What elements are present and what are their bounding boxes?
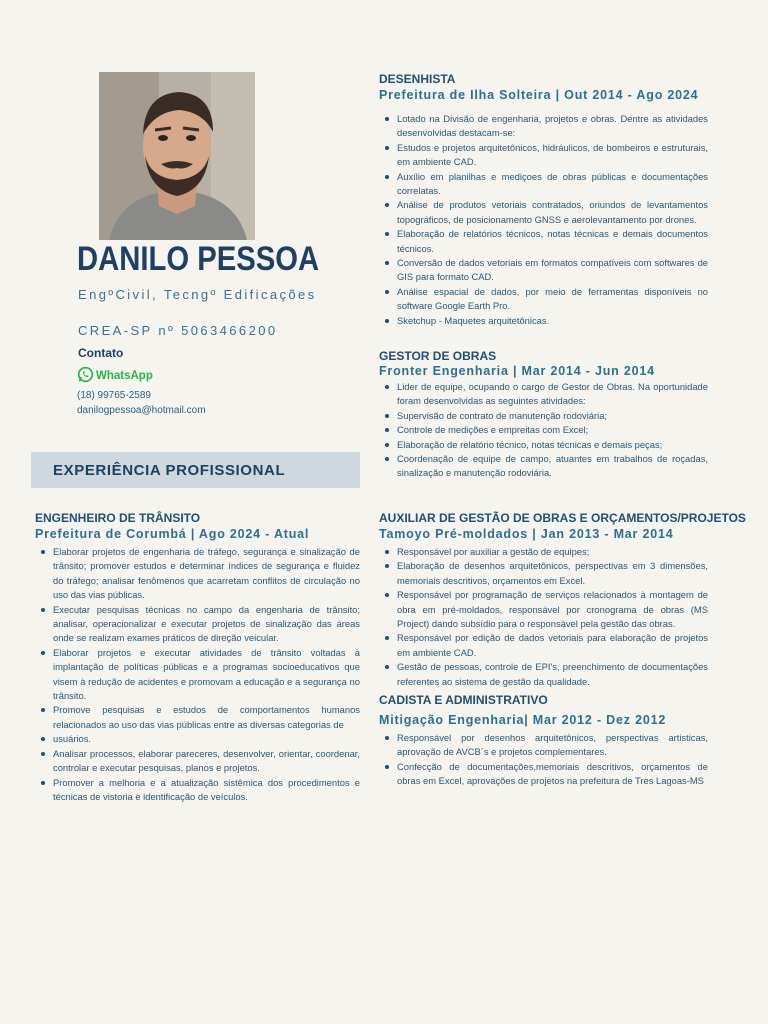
job-title: ENGENHEIRO DE TRÂNSITO [35,511,201,525]
job-company: Prefeitura de Corumbá | Ago 2024 - Atual [35,527,310,541]
list-item: Lotado na Divisão de engenharia, projetos e obras. Dentre as atividades desenvolvidas destacam-se: [379,112,708,141]
section-heading-experience [31,452,360,488]
job-title: AUXILIAR DE GESTÃO DE OBRAS E ORÇAMENTOS/PROJETOS [379,511,746,525]
person-name: DANILO PESSOA [77,240,320,278]
list-item: Elaborar projetos de engenharia de tráfego, segurança e sinalização de trânsito; promover estudos e determinar índices de segurança e fluidez do tráfego; analisar fenômenos que acarretam conflitos de circulação no uso das vias públicas. [35,545,360,603]
list-item: Auxílio em planilhas e mediçoes de obras públicas e documentações correlatas. [379,170,708,199]
job-company: Mitigação Engenharia| Mar 2012 - Dez 2012 [379,713,667,727]
person-subtitle: EngºCivil, Tecngº Edificações [78,287,317,302]
list-item: Estudos e projetos arquitetônicos, hidráulicos, de bombeiros e estruturais, em ambiente CAD. [379,141,708,170]
job-entry-engenheiro-de-transito [35,511,360,804]
list-item: Análise espacial de dados, por meio de ferramentas disponíveis no software Google Earth Pro. [379,285,708,314]
job-entry-gestor-de-obras [379,349,708,481]
phone-number: (18) 99765-2589 [77,390,151,401]
list-item: Responsável por auxiliar a gestão de equipes; [379,545,708,559]
list-item: Promover a melhoria e a atualização sistêmica dos procedimentos e técnicas de vistoria e identificação de veículos. [35,776,360,805]
contact-heading: Contato [78,346,124,360]
job-entry-desenhista [379,72,708,328]
list-item: Confecção de documentações,memoriais descritivos, orçamentos de obras em Excel, aprovações de projetos na prefeitura de Tres Lagoas-MS [379,760,708,789]
list-item: Responsável por edição de dados vetoriais para elaboração de projetos em ambiente CAD. [379,631,708,660]
list-item: Conversão de dados vetoriais em formatos compatíveis com softwares de GIS para formato CAD. [379,256,708,285]
job-company: Prefeitura de Ilha Solteira | Out 2014 - Ago 2024 [379,88,699,102]
list-item: Controle de medições e empreitas com Excel; [379,423,708,437]
list-item: Responsável por desenhos arquitetônicos, perspectivas artisticas, aprovação de AVCB´s e projetos complementares. [379,731,708,760]
whatsapp-label: WhatsApp [96,370,153,382]
list-item: Elaborar projetos e executar atividades de trânsito voltadas à implantação de políticas públicas e a programas socioeducativos que visem à redução de acidentes e promovam a educação e a segurança no trânsito. [35,646,360,704]
duties-list [379,731,708,789]
job-title: DESENHISTA [379,72,456,86]
job-company: Tamoyo Pré-moldados | Jan 2013 - Mar 2014 [379,527,674,541]
list-item: Executar pesquisas técnicas no campo da engenharia de trânsito; analisar, operacionalizar e executar projetos de sinalização das áreas onde se realizam exames práticos de direção veicular. [35,603,360,646]
crea-registration: CREA-SP nº 5063466200 [78,323,278,338]
list-item: Promove pesquisas e estudos de comportamentos humanos relacionados ao uso das vias públicas entre as diversas categorias de [35,703,360,732]
list-item: Analisar processos, elaborar pareceres, desenvolver, orientar, coordenar, controlar e executar pesquisas, planos e projetos. [35,747,360,776]
list-item: Gestão de pessoas, controle de EPI's, preenchimento de documentações referentes ao sistema de gestão da qualidade. [379,660,708,689]
job-title: GESTOR DE OBRAS [379,349,497,363]
job-company: Fronter Engenharia | Mar 2014 - Jun 2014 [379,364,655,378]
duties-list [379,112,708,328]
list-item: Coordenação de equipe de campo, atuantes em trabalhos de roçadas, sinalização e manutenção rodoviária. [379,452,708,481]
duties-list [379,545,708,689]
email-address[interactable]: danilogpessoa@hotmail.com [77,405,206,416]
list-item: usuários. [35,732,360,746]
job-entry-auxiliar-de-gestao [379,511,746,689]
whatsapp-link[interactable] [77,366,153,386]
list-item: Elaboração de relatórios técnicos, notas técnicas e demais documentos técnicos. [379,227,708,256]
whatsapp-icon [77,366,94,386]
profile-photo [99,72,255,240]
list-item: Análise de produtos vetoriais contratados, oriundos de levantamentos topográficos, de posicionamento GNSS e aerolevantamento por drones. [379,198,708,227]
list-item: Elaboração de relatório técnico, notas técnicas e demais peças; [379,438,708,452]
job-title: CADISTA E ADMINISTRATIVO [379,693,548,707]
list-item: Responsável por programação de serviços relacionados à montagem de obra em pré-moldados, responsável por cronograma de obras (MS Project) dando subsídio para o responsável pela gestão das obras. [379,588,708,631]
duties-list [35,545,360,804]
list-item: Supervisão de contrato de manutenção rodoviária; [379,409,708,423]
list-item: Lider de equipe, ocupando o cargo de Gestor de Obras. Na oportunidade foram desenvolvidas as seguintes atividades: [379,380,708,409]
job-entry-cadista [379,693,708,789]
list-item: Elaboração de desenhos arquitetônicos, perspectivas em 3 dimensões, memoriais descritivos, orçamentos em Excel. [379,559,708,588]
list-item: Sketchup - Maquetes arquitetônicas. [379,314,708,328]
section-title: EXPERIÊNCIA PROFISSIONAL [53,461,286,479]
duties-list [379,380,708,481]
